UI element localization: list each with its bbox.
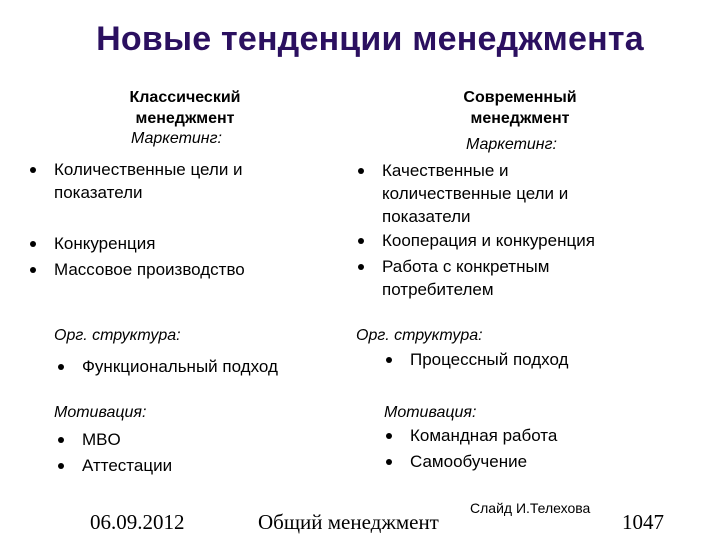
right-org-label: Орг. структура: bbox=[356, 327, 483, 344]
bullet-icon bbox=[386, 459, 392, 465]
right-marketing-item-3: Работа с конкретным потребителем bbox=[382, 257, 550, 299]
right-heading bbox=[410, 87, 630, 129]
footer-date: 06.09.2012 bbox=[90, 510, 185, 534]
bullet-icon bbox=[58, 364, 64, 370]
left-motivation-item-1: MBO bbox=[82, 430, 121, 449]
right-marketing-item-1: Качественные и количественные цели и показатели bbox=[382, 161, 569, 226]
right-org-item-1: Процессный подход bbox=[410, 350, 569, 369]
bullet-icon bbox=[30, 267, 36, 273]
right-motivation-label: Мотивация: bbox=[384, 404, 477, 421]
left-org-label: Орг. структура: bbox=[54, 327, 181, 344]
bullet-icon bbox=[30, 241, 36, 247]
left-motivation-item-2: Аттестации bbox=[82, 456, 173, 475]
left-org-item-1: Функциональный подход bbox=[82, 357, 278, 376]
right-motivation-item-1: Командная работа bbox=[410, 426, 558, 445]
left-marketing-item-2: Конкуренция bbox=[54, 234, 156, 253]
left-heading bbox=[80, 87, 290, 129]
bullet-icon bbox=[358, 168, 364, 174]
slide-number: 1047 bbox=[622, 510, 664, 534]
footer-course: Общий менеджмент bbox=[258, 510, 439, 534]
footer-credit: Слайд И.Телехова bbox=[470, 500, 591, 516]
bullet-icon bbox=[386, 433, 392, 439]
right-heading-line2: менеджмент bbox=[470, 110, 570, 127]
bullet-icon bbox=[58, 437, 64, 443]
right-motivation-item-2: Самообучение bbox=[410, 452, 528, 471]
left-marketing-label: Маркетинг: bbox=[131, 130, 222, 147]
left-marketing-item-1: Количественные цели и показатели bbox=[54, 160, 243, 202]
right-marketing-label: Маркетинг: bbox=[466, 136, 557, 153]
left-marketing-item-3: Массовое производство bbox=[54, 260, 245, 279]
bullet-icon bbox=[386, 357, 392, 363]
right-heading-line1: Современный bbox=[463, 89, 577, 106]
left-heading-line1: Классический bbox=[129, 89, 241, 106]
left-heading-line2: менеджмент bbox=[135, 110, 235, 127]
bullet-icon bbox=[358, 264, 364, 270]
bullet-icon bbox=[30, 167, 36, 173]
bullet-icon bbox=[358, 238, 364, 244]
bullet-icon bbox=[58, 463, 64, 469]
right-marketing-item-2: Кооперация и конкуренция bbox=[382, 231, 595, 250]
left-motivation-label: Мотивация: bbox=[54, 404, 147, 421]
slide-title: Новые тенденции менеджмента bbox=[96, 20, 644, 58]
